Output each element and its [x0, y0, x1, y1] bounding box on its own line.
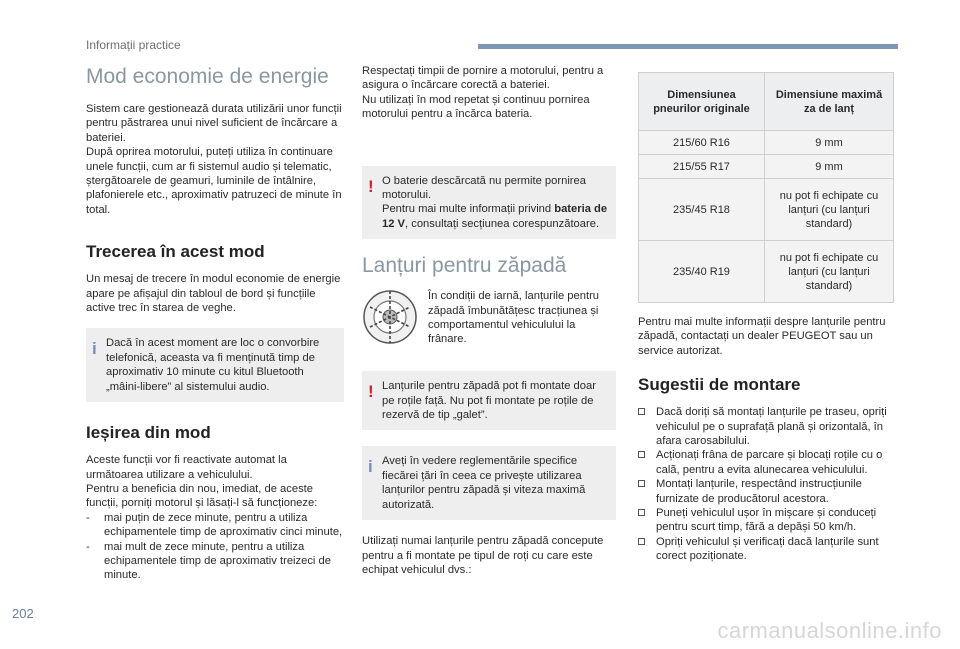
list-item: Opriți vehiculul și verificați dacă lanțurile sunt corect poziționate.	[638, 535, 894, 564]
column-2	[362, 64, 616, 577]
enter-mode-text: Un mesaj de trecere în modul economie de energie apare pe afișajul din tabloul de bord și funcțiile active trec în starea de veghe.	[86, 273, 341, 315]
table-header-row	[639, 73, 894, 131]
table-cell: 9 mm	[765, 131, 894, 155]
watermark: carmanualsonline.info	[717, 618, 942, 643]
intro-para-1: Sistem care gestionează durata utilizării unor funcții pentru păstrarea unui nivel suficient de încărcare a bateriei.	[86, 103, 342, 144]
table-row	[639, 179, 894, 241]
table-row	[639, 155, 894, 179]
checkbox-bullet-icon	[638, 451, 645, 458]
title-energy-saving: Mod economie de energie	[86, 65, 329, 88]
table-row	[639, 131, 894, 155]
warning-text-1: O baterie descărcată nu permite pornirea motorului.	[382, 174, 586, 202]
closing-text: Utilizați numai lanțurile pentru zăpadă concepute pentru a fi montate pe tipul de roți cu care este echipat vehiculul dvs.:	[362, 535, 604, 576]
chain-size-table	[638, 72, 894, 303]
section-header: Informații practice	[86, 38, 181, 52]
exit-para-2: Pentru a beneficia din nou, imediat, de aceste funcții, porniți motorul și lăsați-l să funcționeze:	[86, 482, 318, 510]
warning-box-front-wheels	[362, 371, 616, 430]
chains-intro-text: În condiții de iarnă, lanțurile pentru zăpadă îmbunătățesc tracțiunea și comportamentul vehiculului la frânare.	[428, 290, 600, 346]
header-accent-bar	[478, 44, 898, 49]
table-cell: 235/40 R19	[639, 241, 765, 303]
checkbox-bullet-icon	[638, 408, 645, 415]
exit-list	[86, 511, 344, 583]
table-cell: 9 mm	[765, 155, 894, 179]
heading-enter-mode: Trecerea în acest mod	[86, 242, 265, 262]
checkbox-bullet-icon	[638, 509, 645, 516]
list-item: - mai mult de zece minute, pentru a utiliza echipamentele timp de aproximativ treizeci de minute.	[86, 540, 331, 582]
info-box-phone	[86, 328, 344, 402]
list-item: Puneți vehiculul ușor în mișcare și conduceți pentru scurt timp, fără a depăși 50 km/h.	[638, 506, 894, 535]
column-header: Dimensiunea pneurilor originale	[639, 73, 765, 131]
tips-list	[638, 405, 894, 563]
heading-exit-mode: Ieșirea din mod	[86, 423, 211, 443]
heading-mounting-tips: Sugestii de montare	[638, 375, 801, 395]
title-snow-chains: Lanțuri pentru zăpadă	[362, 254, 567, 278]
intro-para-2: După oprirea motorului, puteți utiliza în continuare unele funcții, cum ar fi sistemul audio și telematic, ștergătoarele de geamuri, luminile de întâlnire, plafonierele etc., aproximativ patruzeci de minute în total.	[86, 146, 342, 216]
more-info-text: Pentru mai multe informații despre lanțurile pentru zăpadă, contactați un dealer PEUGEOT sau un service autorizat.	[638, 316, 886, 357]
warning-box-text: Lanțurile pentru zăpadă pot fi montate doar pe roțile față. Nu pot fi montate pe roțile de rezervă de tip „galet”.	[382, 380, 596, 422]
column-header: Dimensiune maximă za de lanț	[765, 73, 894, 131]
battery-para-2: Nu utilizați în mod repetat și continuu pornirea motorului pentru a încărca bateria.	[362, 93, 590, 121]
info-box-regulations	[362, 446, 616, 520]
list-item: - mai puțin de zece minute, pentru a utiliza echipamentele timp de aproximativ cinci minute,	[86, 511, 343, 539]
warning-box-battery	[362, 166, 616, 240]
column-3	[638, 72, 894, 564]
chains-intro-block	[362, 289, 616, 365]
table-cell: nu pot fi echipate cu lanțuri (cu lanțuri standard)	[765, 241, 894, 303]
table-cell: 235/45 R18	[639, 179, 765, 241]
table-cell: 215/55 R17	[639, 155, 765, 179]
table-row	[639, 241, 894, 303]
warning-icon: !	[368, 382, 374, 402]
page-number: 202	[12, 606, 34, 621]
warning-icon: !	[368, 176, 374, 196]
exit-para-1: Aceste funcții vor fi reactivate automat la următoarea utilizare a vehiculului.	[86, 454, 287, 481]
checkbox-bullet-icon	[638, 538, 645, 545]
snow-chain-icon	[362, 289, 418, 345]
list-item: Montați lanțurile, respectând instrucțiunile furnizate de producătorul acestora.	[638, 477, 894, 506]
warning-text-2: Pentru mai multe informații privind bateria de 12 V, consultați secțiunea corespunzătoare.	[382, 203, 608, 230]
info-icon: i	[368, 457, 373, 477]
list-item: Dacă doriți să montați lanțurile pe traseu, opriți vehiculul pe o suprafață plană și orizontală, în afara carosabilului.	[638, 405, 894, 448]
table-cell: 215/60 R16	[639, 131, 765, 155]
info-icon: i	[92, 339, 97, 359]
info-box-text: Aveți în vedere reglementările specifice fiecărei țări în ceea ce privește utilizarea lanțurilor pentru zăpadă și viteza maximă autorizată.	[382, 455, 586, 511]
battery-para-1: Respectați timpii de pornire a motorului, pentru a asigura o încărcare corectă a bateriei.	[362, 65, 604, 92]
table-cell: nu pot fi echipate cu lanțuri (cu lanțuri standard)	[765, 179, 894, 241]
checkbox-bullet-icon	[638, 480, 645, 487]
column-1	[86, 64, 344, 583]
info-box-text: Dacă în acest moment are loc o convorbire telefonică, aceasta va fi menținută timp de aproximativ 10 minute cu kitul Bluetooth „mâini-libere” al sistemului audio.	[106, 337, 320, 393]
list-item: Acționați frâna de parcare și blocați roțile cu o calã, pentru a evita alunecarea vehiculului.	[638, 448, 894, 477]
